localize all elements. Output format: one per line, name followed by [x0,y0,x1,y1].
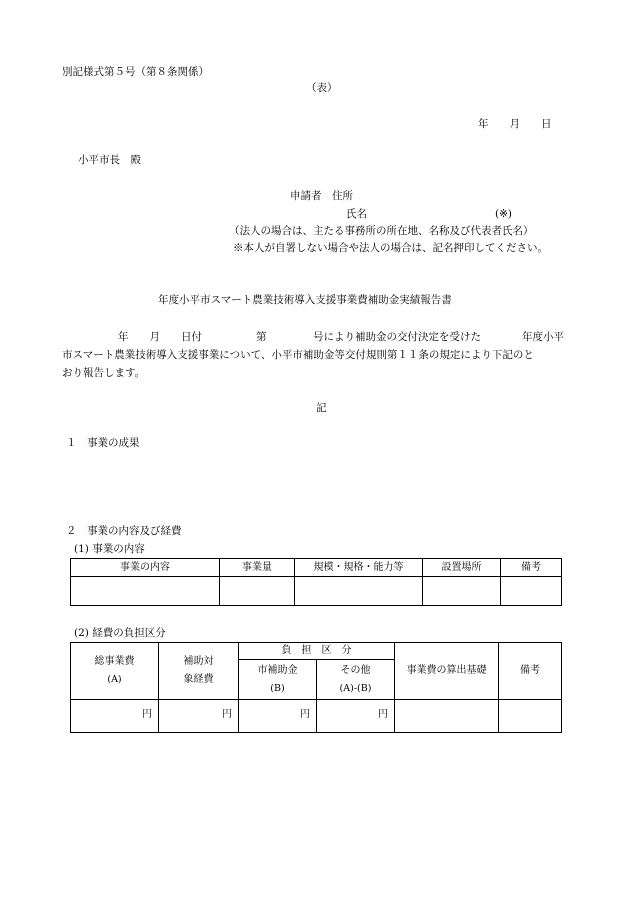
seal-note: ※本人が自署しない場合や法人の場合は、記名押印してください。 [233,242,548,254]
other-header: その他 (A)-(B) [317,660,395,700]
seal-mark: (※) [495,208,512,220]
content-cell[interactable] [71,577,220,606]
col-header-location: 設置場所 [423,559,501,577]
total-cost-cell[interactable]: 円 [71,700,159,733]
remarks-header: 備考 [499,643,562,700]
cost-table [70,642,562,733]
side-label: （表） [306,82,338,94]
col-header-remarks: 備考 [501,559,562,577]
other-cell[interactable]: 円 [317,700,395,733]
col-header-spec: 規模・規格・能力等 [295,559,423,577]
remarks-cell[interactable] [501,577,562,606]
quantity-cell[interactable] [220,577,295,606]
applicant-address-label: 申請者 住所 [290,190,353,202]
date-line: 年 月 日 [478,118,552,130]
body-decision-text: 号により補助金の交付決定を受けた [313,331,481,343]
burden-header: 負 担 区 分 [239,643,395,660]
spec-cell[interactable] [295,577,423,606]
body-line-2: 市スマート農業技術導入支援事業について、小平市補助金等交付規則第１１条の規定により下記のと [62,349,534,361]
location-cell[interactable] [423,577,501,606]
body-line-3: おり報告します。 [62,367,146,379]
applicant-name-label: 氏名 [346,208,367,220]
body-number-prefix: 第 [256,331,267,343]
ki-label: 記 [316,402,327,414]
basis-header: 事業費の算出基礎 [395,643,499,700]
addressee: 小平市長 殿 [78,154,141,166]
body-fiscal-year: 年度小平 [522,331,564,343]
city-subsidy-cell[interactable]: 円 [239,700,317,733]
corporate-note: （法人の場合は、主たる事務所の所在地、名称及び代表者氏名） [229,225,534,237]
basis-cell[interactable] [395,700,499,733]
section2-sub1: (1) 事業の内容 [74,543,145,555]
subsidy-target-cell[interactable]: 円 [159,700,239,733]
section1-heading: １ 事業の成果 [66,437,140,449]
remarks-cell[interactable] [499,700,562,733]
form-id: 別記様式第５号（第８条関係） [62,66,209,78]
section2-heading: ２ 事業の内容及び経費 [66,525,182,537]
content-table [70,558,562,606]
section2-sub2: (2) 経費の負担区分 [74,627,166,639]
document-title: 年度小平市スマート農業技術導入支援事業費補助金実績報告書 [158,294,452,306]
body-date: 年 月 日付 [118,331,202,343]
subsidy-target-header: 補助対 象経費 [159,643,239,700]
city-subsidy-header: 市補助金 (B) [239,660,317,700]
col-header-content: 事業の内容 [71,559,220,577]
total-cost-header: 総事業費 (A) [71,643,159,700]
col-header-quantity: 事業量 [220,559,295,577]
